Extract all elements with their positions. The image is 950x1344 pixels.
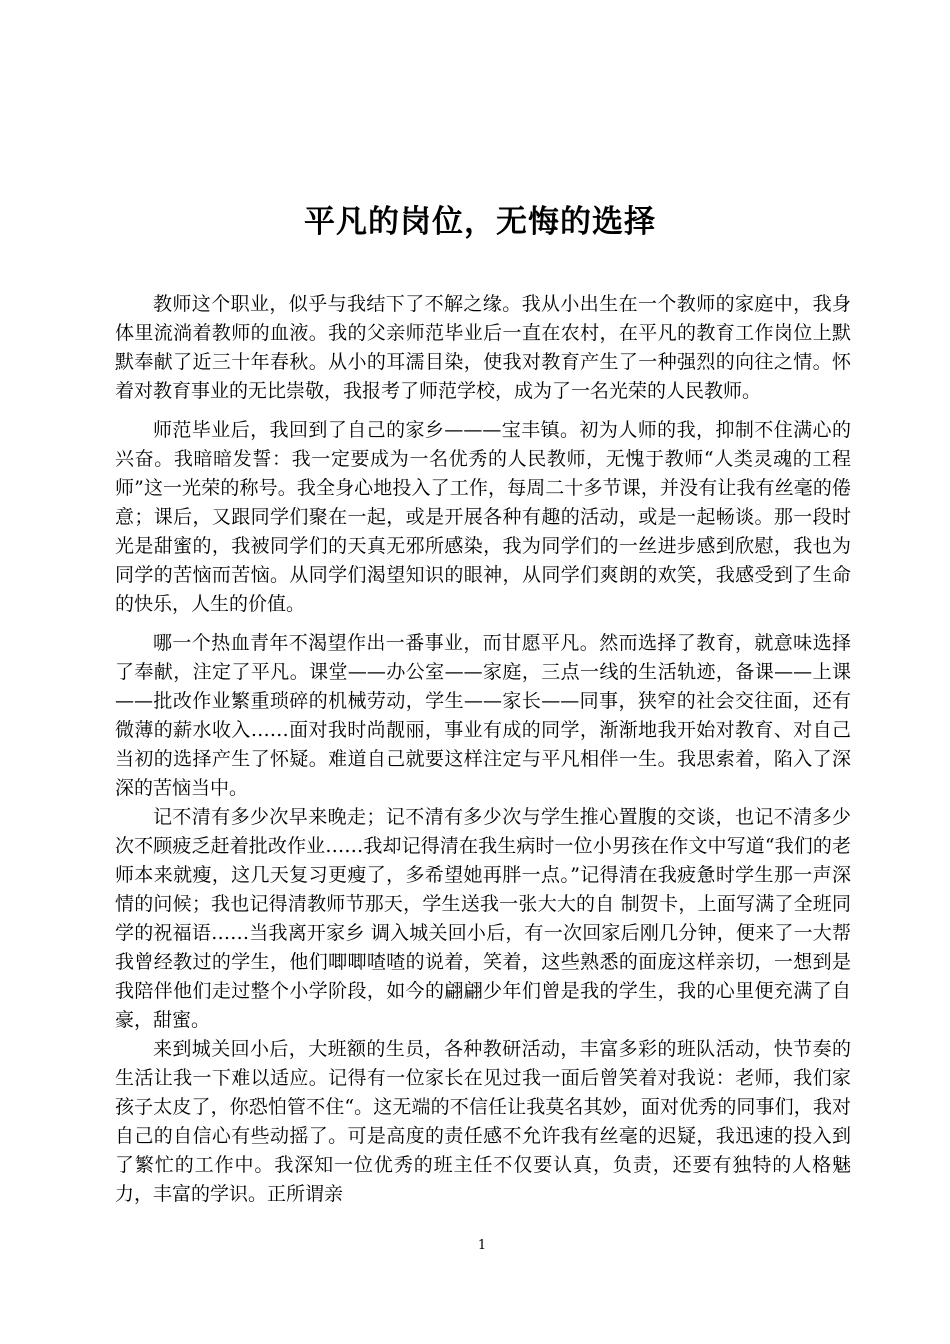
document-body <box>115 290 851 1209</box>
paragraph-3: 哪一个热血青年不渴望作出一番事业，而甘愿平凡。然而选择了教育，就意味选择了奉献，注定了平凡。课堂——办公室——家庭，三点一线的生活轨迹，备课——上课——批改作业繁重琐碎的机械劳动，学生——家长——同事，狭窄的社会交往面，还有微薄的薪水收入……面对我时尚靓丽，事业有成的同学，渐渐地我开始对教育、对自己当初的选择产生了怀疑。难道自己就要这样注定与平凡相伴一生。我思索着，陷入了深深的苦恼当中。 <box>115 632 851 799</box>
paragraph-4: 记不清有多少次早来晚走；记不清有多少次与学生推心置腹的交谈，也记不清多少次不顾疲乏赶着批改作业……我却记得清在我生病时一位小男孩在作文中写道“我们的老师本来就瘦，这几天复习更瘦了，多希望她再胖一点。”记得清在我疲惫时学生那一声深情的问候；我也记得清教师节那天，学生送我一张大大的自 制贺卡，上面写满了全班同学的祝福语……当我离开家乡 调入城关回小后，有一次回家后刚几分钟，便来了一大帮我曾经教过的学生，他们唧唧喳喳的说着，笑着，这些熟悉的面庞这样亲切，一想到是我陪伴他们走过整个小学阶段，如今的翩翩少年们曾是我的学生，我的心里便充满了自豪，甜蜜。 <box>115 806 851 1031</box>
document-title: 平凡的岗位，无悔的选择 <box>304 204 656 240</box>
paragraph-1: 教师这个职业，似乎与我结下了不解之缘。我从小出生在一个教师的家庭中，我身体里流淌着教师的血液。我的父亲师范毕业后一直在农村，在平凡的教育工作岗位上默默奉献了近三十年春秋。从小的耳濡目染，使我对教育产生了一种强烈的向往之情。怀着对教育事业的无比崇敬，我报考了师范学校，成为了一名光荣的人民教师。 <box>115 293 851 402</box>
paragraph-2: 师范毕业后，我回到了自己的家乡———宝丰镇。初为人师的我，抑制不住满心的兴奋。我暗暗发誓：我一定要成为一名优秀的人民教师，无愧于教师“人类灵魂的工程师”这一光荣的称号。我全身心地投入了工作，每周二十多节课，并没有让我有丝毫的倦意；课后，又跟同学们聚在一起，或是开展各种有趣的活动，或是一起畅谈。那一段时光是甜蜜的，我被同学们的天真无邪所感染，我为同学们的一丝进步感到欣慰，我也为同学的苦恼而苦恼。从同学们渴望知识的眼神，从同学们爽朗的欢笑，我感受到了生命的快乐，人生的价值。 <box>115 419 851 615</box>
page-number: 1 <box>477 1238 487 1253</box>
paragraph-5: 来到城关回小后，大班额的生员，各种教研活动，丰富多彩的班队活动，快节奏的生活让我一下难以适应。记得有一位家长在见过我一面后曾笑着对我说：老师，我们家孩子太皮了，你恐怕管不住“。这无端的不信任让我莫名其妙，面对优秀的同事们，我对自己的自信心有些动摇了。可是高度的责任感不允许我有丝毫的迟疑，我迅速的投入到了繁忙的工作中。我深知一位优秀的班主任不仅要认真，负责，还要有独特的人格魅力，丰富的学识。正所谓亲 <box>115 1038 851 1205</box>
